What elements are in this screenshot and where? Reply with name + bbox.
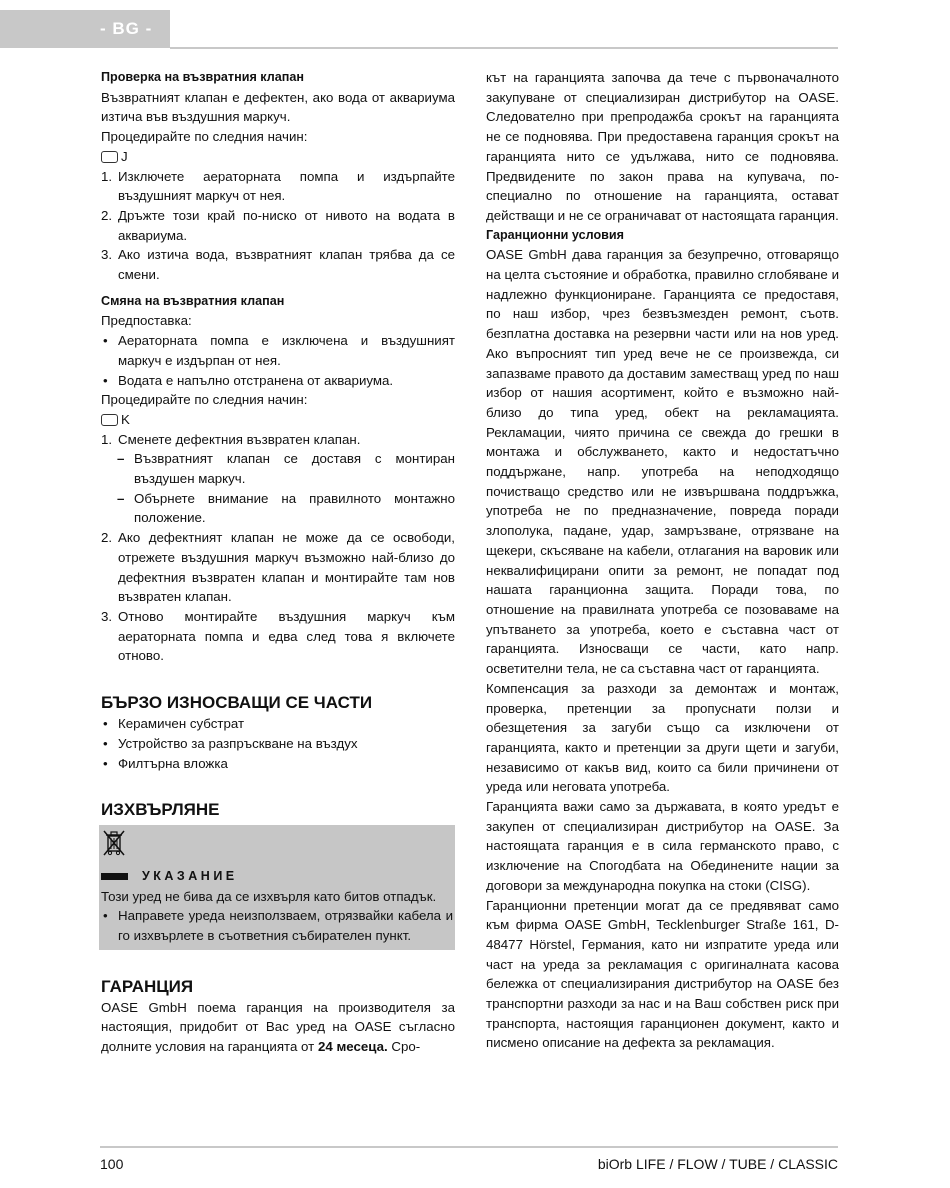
warranty-period: 24 месеца. bbox=[317, 1039, 388, 1055]
procedure-label: Процедирайте по следния начин: bbox=[101, 392, 308, 408]
left-column bbox=[101, 68, 455, 1057]
warranty-paragraph: кът на гаранцията започва да тече с първоначалното закупуване от специализиран дистрибутор на OASE. Следователно при препродажба срокът на гаранцията не се подновява. При предоставена гаранция срокът на гаранцията нито се удължава, нито се подновява. Предвидените по закон права на купувача, по-специално по отношение на гаранцията, остават действащи и не се ограничават от настоящата гаранция. bbox=[486, 70, 839, 223]
product-name: biOrb LIFE / FLOW / TUBE / CLASSIC bbox=[597, 1156, 838, 1172]
warranty-conditions-title: Гаранционни условия bbox=[486, 227, 624, 242]
notice-header bbox=[101, 867, 453, 887]
condition-text: Аераторната помпа е изключена и въздушният маркуч е издърпан от нея. bbox=[118, 333, 455, 368]
replace-valve-title: Смяна на възвратния клапан bbox=[101, 293, 285, 308]
list-item: • Устройство за разпръскване на въздух bbox=[103, 735, 358, 751]
procedure-label: Процедирайте по следния начин: bbox=[101, 129, 308, 145]
list-item: • Филтърна вложка bbox=[103, 755, 228, 771]
list-item: 2. Ако дефектният клапан не може да се освободи, отрежете въздушния маркуч възможно най-близо до дефектния възвратен клапан и монтирайте там нов възвратен клапан. bbox=[101, 530, 455, 605]
wear-parts-heading: БЪРЗО ИЗНОСВАЩИ СЕ ЧАСТИ bbox=[101, 693, 373, 713]
list-item: 3. Отново монтирайте въздушния маркуч към аераторната помпа и едва след това я включете отново. bbox=[101, 608, 455, 664]
condition-text: Водата е напълно отстранена от аквариума. bbox=[118, 372, 394, 388]
notice-box bbox=[99, 825, 455, 950]
part-text: Керамичен субстрат bbox=[118, 716, 245, 732]
warranty-heading: ГАРАНЦИЯ bbox=[101, 976, 194, 996]
step-text: Ако изтича вода, възвратният клапан трябва да се смени. bbox=[118, 247, 455, 283]
list-item: 1. Сменете дефектния възвратен клапан. bbox=[101, 431, 361, 447]
prerequisite-label: Предпоставка: bbox=[101, 313, 192, 329]
step-text: Изключете аераторната помпа и издърпайте въздушният маркуч от нея. bbox=[118, 168, 455, 204]
footer-rule bbox=[100, 1146, 838, 1148]
page-number: 100 bbox=[100, 1156, 124, 1172]
check-valve-intro: Възвратният клапан е дефектен, ако вода от аквариума изтича във въздушния маркуч. bbox=[101, 89, 455, 125]
right-column bbox=[486, 68, 839, 1053]
notice-bullet-text: Направете уреда неизползваем, отрязвайки кабела и го изхвърлете в съответния събирателен пункт. bbox=[118, 908, 453, 944]
list-item: 2. Дръжте този край по-ниско от нивото на водата в аквариума. bbox=[101, 207, 455, 243]
warranty-intro bbox=[101, 998, 455, 1057]
notice-text: Този уред не бива да се изхвърля като битов отпадък. bbox=[101, 888, 437, 904]
list-item: 3. Ако изтича вода, възвратният клапан трябва да се смени. bbox=[101, 247, 455, 283]
figure-icon bbox=[101, 151, 118, 163]
list-item: • Направете уреда неизползваем, отрязвайки кабела и го изхвърлете в съответния събирателен пункт. bbox=[103, 908, 453, 944]
sub-list-item: – Обърнете внимание на правилното монтажно положение. bbox=[117, 490, 455, 526]
check-valve-title: Проверка на възвратния клапан bbox=[101, 70, 304, 84]
warranty-paragraph: Компенсация за разходи за демонтаж и монтаж, проверка, претенции за пропуснати ползи и обезщетения за загуби също са изключени от гаранцията, както и претенции за други щети и загуби, независимо от какъв вид, които са били причинени от уреда или неговата употреба. bbox=[486, 680, 839, 795]
crossed-bin-icon bbox=[101, 829, 127, 857]
notice-title: УКАЗАНИЕ bbox=[142, 868, 238, 883]
warranty-paragraph: Гаранционни претенции могат да се предявяват само към фирма OASE GmbH, Tecklenburger Straße 161, D-48477 Hörstel, Германия, като ни изпратите уреда или част на уреда за рекламация с оригиналната касова бележка от специализирания дистрибутор на OASE без транспортни разходи за нас и на Ваш собствен риск при транспорта, настоящия гаранционен документ, както и писмено описание на дефекта за рекламация. bbox=[486, 897, 839, 1051]
list-item: • Керамичен субстрат bbox=[103, 716, 245, 732]
figure-icon bbox=[101, 414, 118, 426]
warranty-text: Сро- bbox=[387, 1039, 421, 1055]
disposal-heading: ИЗХВЪРЛЯНЕ bbox=[101, 800, 220, 820]
language-tab: - BG - bbox=[0, 10, 170, 48]
sub-list-item: – Възвратният клапан се доставя с монтиран въздушен маркуч. bbox=[117, 451, 455, 487]
list-item: • Аераторната помпа е изключена и въздушният маркуч е издърпан от нея. bbox=[103, 333, 455, 368]
step-text: Ако дефектният клапан не може да се освободи, отрежете въздушния маркуч възможно най-близо до дефектния възвратен клапан и монтирайте там нов възвратен клапан. bbox=[118, 530, 455, 605]
figure-letter: J bbox=[121, 148, 128, 164]
step-text: Отново монтирайте въздушния маркуч към аераторната помпа и едва след това я включете отново. bbox=[118, 608, 455, 664]
figure-reference bbox=[101, 147, 455, 167]
notice-bar-icon bbox=[101, 873, 128, 880]
figure-letter: K bbox=[121, 411, 130, 427]
step-text: Обърнете внимание на правилното монтажно положение. bbox=[134, 490, 455, 526]
step-text: Дръжте този край по-ниско от нивото на водата в аквариума. bbox=[118, 207, 455, 243]
warranty-paragraph: OASE GmbH дава гаранция за безупречно, отговарящо на целта състояние и обработка, правилно сглобяване и надлежно функциониране. Гаранцията се предоставя, по наш избор, чрез безвъзмезден ремонт, съотв. безплатна доставка на резервни части или на нов уред. Ако въпросният тип уред вече не се произвежда, си запазваме правото да доставим заместващ уред по наш избор от нашия асортимент, който е възможно най-близо до типа уред, обект на рекламацията. Рекламации, чиято причина се свежда до грешки в монтажа и обслужването, както и недостатъчно поддържане, напр. употреба на неподходящо почистващо средство или не извършвана поддръжка, употреба не по предназначение, повреда поради злополука, падане, удар, замръзване, отрязване на щекери, скъсяване на кабели, отлагания на варовик или неквалифицирани опити за ремонт, не попадат под нашата гаранционна защита. Поради това, по отношение на правилната употреба се позоваваме на упътването за употреба, което е съставна част от гаранцията. Износващи се части, като напр. осветителни тела, не са съставна част от гаранцията. bbox=[486, 247, 839, 677]
step-text: Възвратният клапан се доставя с монтиран въздушен маркуч. bbox=[134, 451, 455, 487]
part-text: Устройство за разпръскване на въздух bbox=[118, 735, 358, 751]
figure-reference bbox=[101, 410, 455, 430]
header-rule bbox=[170, 47, 838, 49]
warranty-text: OASE GmbH поема гаранция на производителя за настоящия, придобит от Вас уред на OASE съгласно долните условия на гаранцията от bbox=[101, 999, 455, 1055]
list-item: • Водата е напълно отстранена от аквариума. bbox=[103, 372, 394, 388]
list-item: 1. Изключете аераторната помпа и издърпайте въздушният маркуч от нея. bbox=[101, 168, 455, 204]
warranty-paragraph: Гаранцията важи само за държавата, в която уредът е закупен от специализиран дистрибутор на OASE. За настоящата гаранция е в сила германското право, с изключение на Спогодбата на Обединените нации за договори за международна покупка на стоки (CISG). bbox=[486, 799, 839, 893]
part-text: Филтърна вложка bbox=[118, 755, 228, 771]
step-text: Сменете дефектния възвратен клапан. bbox=[118, 431, 361, 447]
